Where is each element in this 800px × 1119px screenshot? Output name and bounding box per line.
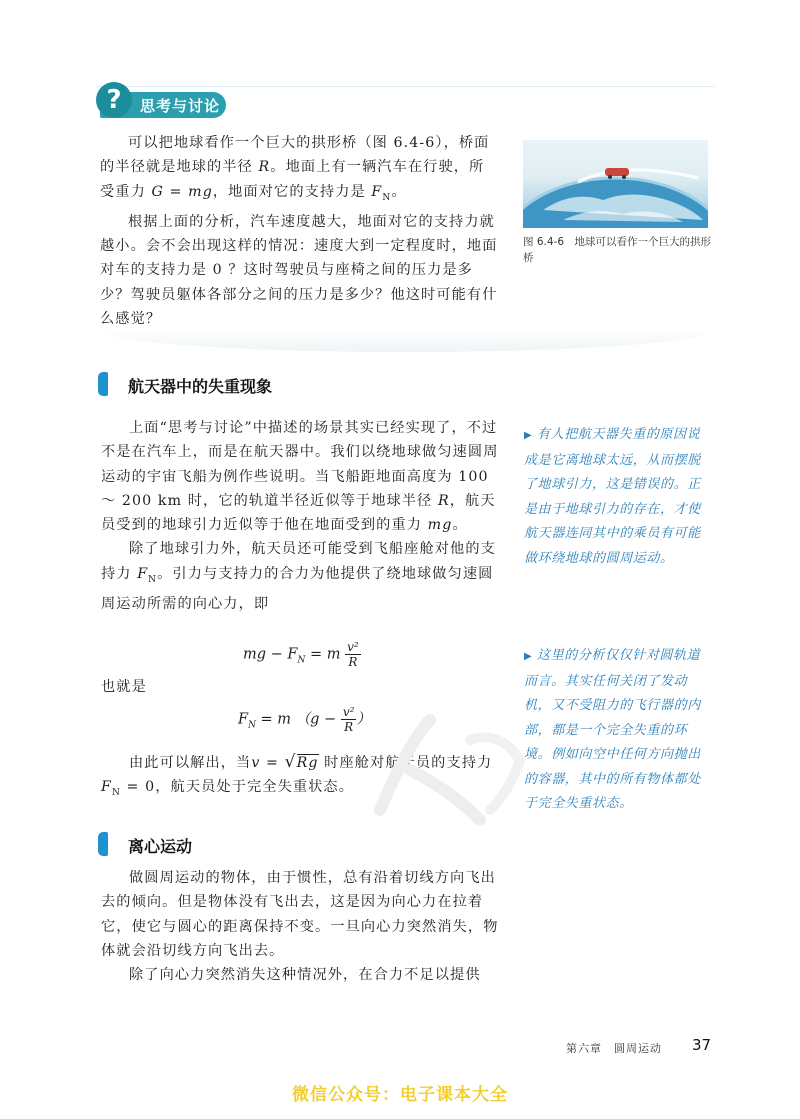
think-discuss-title: 思考与讨论: [140, 97, 221, 115]
note-triangle-icon: ▶: [524, 430, 533, 441]
fraction: $\frac{\text{v²}}{R}$: [342, 705, 355, 734]
earth-illustration: [523, 140, 708, 228]
section1-body: [101, 416, 503, 616]
section-marker: [98, 832, 108, 856]
section-title-weightlessness: 航天器中的失重现象: [128, 377, 273, 396]
think-discuss-text: [100, 131, 498, 331]
page-number: 37: [692, 1036, 712, 1054]
section-marker: [98, 372, 108, 396]
section1-paragraph-2: 除了地球引力外，航天员还可能受到飞船座舱对他的支持力 $F_N$。引力与支持力的合力为他提供了绕地球做匀速圆周运动所需的向心力，即: [101, 541, 496, 612]
equation-2: $F_N = m$ （g − $\frac{\text{v²}}{R}$ ）: [238, 705, 371, 734]
section2-paragraph-2: 除了向心力突然消失这种情况外，在合力不足以提供: [129, 967, 481, 984]
footer-chapter-title: 第六章 圆周运动: [566, 1042, 662, 1055]
question-icon: ?: [96, 82, 132, 118]
section1-paragraph-1: 上面“思考与讨论”中描述的场景其实已经实现了，不过不是在汽车上，而是在航天器中。我们以绕地球做匀速圆周运动的宇宙飞船为例作些说明。当飞船距地面高度为 100 ～ 200 km 时，它的轨道半径近似等于地球半径 R，航天员受到的地球引力近似等于他在地面受到的重力 mg。: [101, 420, 499, 534]
figure-caption: 图 6.4-6 地球可以看作一个巨大的拱形桥: [523, 236, 712, 264]
section2-paragraph-1: 做圆周运动的物体，由于惯性，总有沿着切线方向飞出去的倾向。但是物体没有飞出去，这是因为向心力在拉着它，使它与圆心的距离保持不变。一旦向心力突然消失，物体就会沿切线方向飞出去。: [101, 870, 499, 959]
side-note-1: ▶ 有人把航天器失重的原因说成是它离地球太远，从而摆脱了地球引力，这是错误的。正是由于地球引力的存在，才使航天器连同其中的乘员有可能做环绕地球的圆周运动。: [524, 427, 701, 566]
section2-body: [101, 866, 503, 987]
equation-1: mg − $F_N = m$ $\frac{\text{v²}}{R}$: [243, 640, 359, 669]
watermark-calligraphy: [350, 700, 550, 830]
note-triangle-icon: ▶: [524, 651, 533, 662]
think-paragraph-2: 根据上面的分析，汽车速度越大，地面对它的支持力就越小。会不会出现这样的情况：速度大到一定程度时，地面对车的支持力是 0 ？这时驾驶员与座椅之间的压力是多少？驾驶员躯体各部分之间的压力是多少？他这时可能有什么感觉？: [100, 213, 498, 327]
fraction: $\frac{\text{v²}}{R}$: [347, 640, 359, 669]
also-text: 也就是: [101, 679, 147, 695]
earth-arch-bridge-figure: [523, 140, 708, 228]
section1-paragraph-3: 由此可以解出，当v = √Rg 时座舱对航天员的支持力 $F_N = 0$，航天员处于完全失重状态。: [101, 752, 493, 799]
think-paragraph-1: 可以把地球看作一个巨大的拱形桥（图 6.4-6），桥面的半径就是地球的半径 R。地面上有一辆汽车在行驶，所受重力 G = mg，地面对它的支持力是 $F_N$。: [100, 135, 490, 203]
section-title-centrifugal: 离心运动: [128, 837, 193, 856]
side-note-2: ▶ 这里的分析仅仅针对圆轨道而言。其实任何关闭了发动机，又不受阻力的飞行器的内部，都是一个完全失重的环境。例如向空中任何方向抛出的容器，其中的所有物体都处于完全失重状态。: [524, 648, 701, 811]
wechat-watermark-text: 微信公众号：电子课本大全: [292, 1085, 508, 1105]
